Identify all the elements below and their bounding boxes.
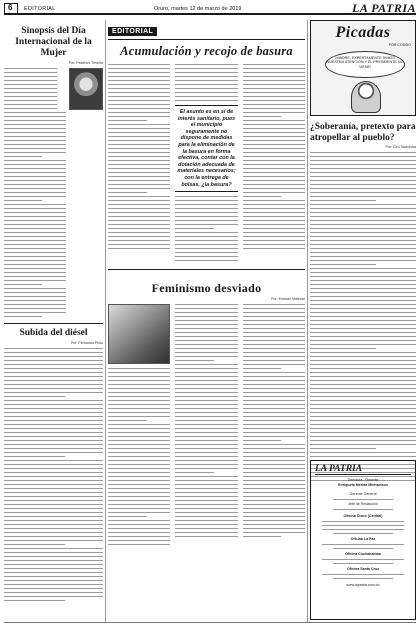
article-body (4, 68, 103, 317)
left-column (4, 20, 103, 601)
editorial-body (108, 64, 305, 261)
editorial-text-col1 (108, 64, 170, 261)
column-divider (307, 20, 308, 622)
masthead-logo: LA PATRIA (352, 1, 416, 15)
staff-row: Oficina Santa Cruz (347, 567, 379, 571)
article-title: Subida del diésel (19, 328, 88, 338)
editorial-text-col2 (175, 64, 237, 261)
staff-row: Gerente General (349, 492, 377, 496)
staff-row: Oficina Cochabamba (345, 552, 381, 556)
cartoon-box (310, 20, 416, 116)
feature-photo (108, 304, 170, 364)
article-text (310, 152, 416, 481)
staff-row: Oficina La Paz (350, 537, 376, 541)
editorial-text-col3 (243, 64, 305, 261)
editorial-tag: EDITORIAL (108, 27, 157, 36)
feature-text-col2 (175, 304, 237, 545)
staff-box-logo: LA PATRIA (315, 464, 411, 475)
article-text (4, 68, 66, 317)
feature-title: Feminismo desviado (151, 281, 262, 296)
cartoon-figure (351, 81, 381, 113)
dateline: Oruro, martes 12 de marzo de 2019 (154, 6, 242, 12)
article-text (4, 348, 103, 601)
editorial-title: Acumulación y recojo de basura (120, 44, 293, 58)
page-footer (4, 622, 416, 627)
feature-text-col1 (108, 368, 170, 545)
website-link[interactable]: www.lapatria.com.bo (346, 583, 380, 587)
article-title: ¿Soberanía, pretexto para atropellar al pueblo? (310, 122, 416, 143)
author-portrait (69, 68, 103, 110)
cartoon-speech-bubble: ¡MADRE, EXPERTAMENTE DIMOS NUESTRA ATENCIÓN Y EL PRESIDENTE NO VIENE! (325, 51, 405, 78)
section-divider (4, 323, 103, 324)
staff-row: Enriqueta Mérida Michaelson (338, 483, 388, 487)
cartoon-title: Picadas (335, 24, 391, 41)
feature-text-col3 (243, 304, 305, 545)
feature-byline: Por: Ernesto Malbran (271, 297, 305, 302)
page-number: 6 (8, 3, 13, 12)
right-column (310, 20, 416, 481)
feature-article (108, 269, 305, 545)
article-title: Sinopsis del Día Internacional de la Mujer (15, 26, 92, 58)
staff-row: Oficina Oruro (Central) (343, 514, 383, 518)
page-header (4, 3, 416, 15)
cartoon-credit: POR COSSIO (388, 43, 411, 47)
middle-column (108, 20, 305, 545)
feature-body (108, 304, 305, 545)
staff-box (310, 460, 416, 620)
staff-row: Jefe de Redacción (348, 502, 378, 506)
column-divider (105, 20, 106, 622)
section-name: EDITORIAL (24, 6, 56, 12)
staff-row: Directora - Gerente (347, 478, 379, 482)
article-byline: Por: Ciro Saavedra (385, 145, 416, 149)
article-byline: Por: Federico Triveño (68, 61, 103, 65)
editorial-rule (108, 39, 305, 40)
article-byline: Por: Fernando Pinto (70, 341, 103, 345)
editorial-pullquote: El asunto es en sí de interés sanitario, pues el municipio seguramente no dispone de medidas para la eliminación de la basura en forma efectiva, contar con la dotación adecuada de materiales necesarios; con la entrega de bolsas, ¿la basura? (175, 105, 237, 192)
